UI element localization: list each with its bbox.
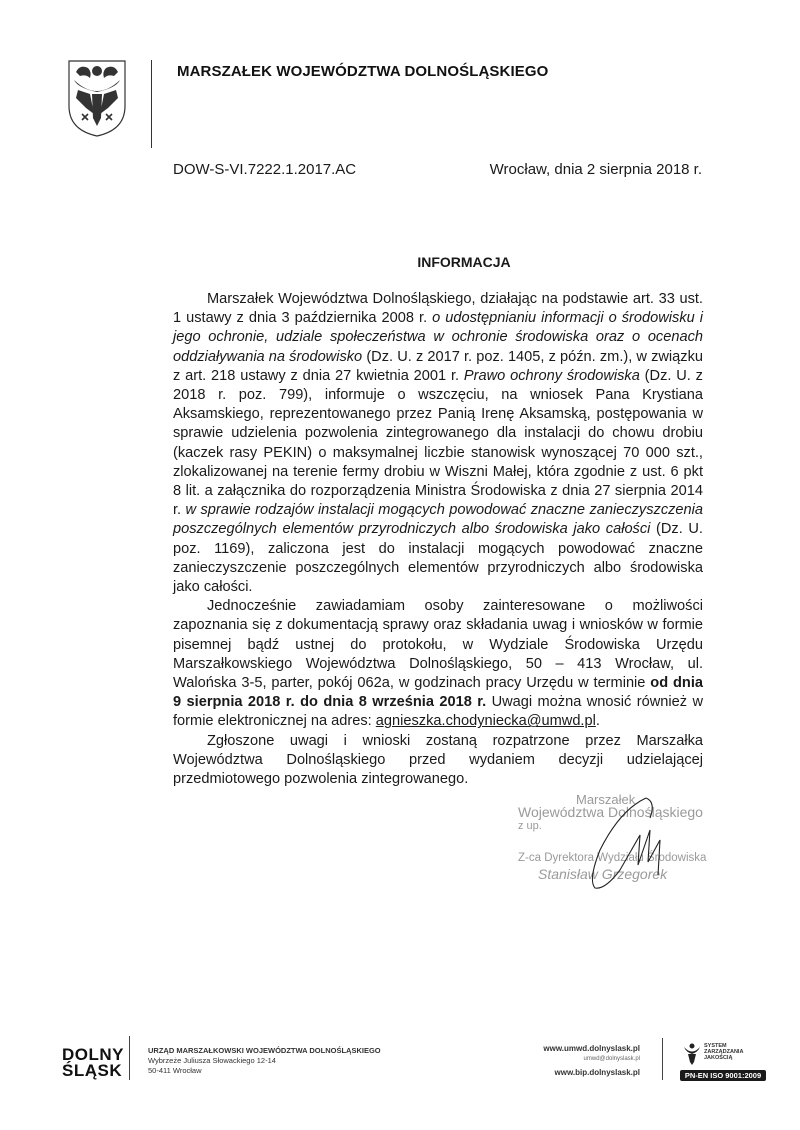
website-link[interactable]: www.umwd.dolnyslask.pl bbox=[543, 1044, 640, 1053]
document-title: INFORMACJA bbox=[417, 254, 511, 270]
stamp-line-4: Z-ca Dyrektora Wydziału Środowiska bbox=[518, 852, 707, 864]
office-address: URZĄD MARSZAŁKOWSKI WOJEWÓDZTWA DOLNOŚLĄSKIEGO Wybrzeże Juliusza Słowackiego 12-14 50-411 Wrocław bbox=[148, 1046, 381, 1075]
issuer-title: MARSZAŁEK WOJEWÓDZTWA DOLNOŚLĄSKIEGO bbox=[177, 63, 549, 80]
paragraph-3: Zgłoszone uwagi i wnioski zostaną rozpatrzone przez Marszałka Województwa Dolnośląskiego przed wydaniem decyzji udzielającej przedmiotowego pozwolenia zintegrowanego. bbox=[173, 732, 703, 788]
stamp-line-1: Marszałek bbox=[576, 792, 636, 807]
paragraph-2: Jednocześnie zawiadamiam osoby zainteresowane o możliwości zapoznania się z dokumentacją sprawy oraz składania uwag i wniosków w formie pisemnej bądź ustnej do protokołu, w Wydziale Środowiska Urzędu Marszałkowskiego Województwa Dolnośląskiego, 50 – 413 Wrocław, ul. Walońska 3-5, parter, pokój 062a, w godzinach pracy Urzędu w terminie od dnia 9 sierpnia 2018 r. do dnia 8 września 2018 r. Uwagi można wnosić również w formie elektronicznej na adres: agnieszka.chodyniecka@umwd.pl. bbox=[173, 598, 703, 730]
paragraph-1: Marszałek Województwa Dolnośląskiego, działając na podstawie art. 33 ust. 1 ustawy z dnia 3 października 2008 r. o udostępnianiu informacji o środowisku i jego ochronie, udziale społeczeństwa w ochronie środowiska oraz o ocenach oddziaływania na środowisko (Dz. U. z 2017 r. poz. 1405, z późn. zm.), w związku z art. 218 ustawy z dnia 27 kwietnia 2001 r. Prawo ochrony środowiska (Dz. U. z 2018 r. poz. 799), informuje o wszczęciu, na wniosek Pana Krystiana Aksamskiego, reprezentowanego przez Panią Irenę Aksamską, postępowania w sprawie udzielenia pozwolenia zintegrowanego dla instalacji do chowu drobiu (kaczek rasy PEKIN) o maksymalnej liczbie stanowisk wynoszącej 70 000 szt., zlokalizowanej na terenie fermy drobiu w Wiszni Małej, która zgodnie z ust. 6 pkt 8 lit. a załącznika do rozporządzenia Ministra Środowiska z dnia 27 sierpnia 2014 r. w sprawie rodzajów instalacji mogących powodować znaczne zanieczyszczenia poszczególnych elementów przyrodniczych albo środowiska jako całości (Dz. U. poz. 1169), zaliczona jest do instalacji mogących powodować znaczne zanieczyszczenie poszczególnych elementów przyrodniczych albo środowiska jako całości. bbox=[173, 291, 704, 596]
header-divider bbox=[151, 60, 152, 148]
bip-link[interactable]: www.bip.dolnyslask.pl bbox=[554, 1068, 640, 1077]
iso-badge: PN-EN ISO 9001:2009 bbox=[680, 1070, 766, 1081]
stamp-line-5: Stanisław Grzegorek bbox=[538, 866, 668, 882]
iso-certification: SYSTEM ZARZĄDZANIA JAKOŚCIĄ PN-EN ISO 9001:2009 bbox=[680, 1042, 768, 1082]
signature-stamp bbox=[510, 790, 740, 890]
handwritten-signature bbox=[510, 790, 740, 890]
dolny-slask-logo: DOLNY ŚLĄSK bbox=[62, 1045, 124, 1080]
document-body bbox=[173, 290, 703, 789]
footer-links bbox=[543, 1043, 640, 1078]
deadline-period: od dnia 9 sierpnia 2018 r. do dnia 8 września 2018 r. bbox=[173, 675, 703, 711]
place-date: Wrocław, dnia 2 sierpnia 2018 r. bbox=[489, 161, 702, 178]
stamp-line-3: z up. bbox=[518, 820, 542, 832]
footer-divider-right bbox=[662, 1038, 663, 1080]
eagle-icon bbox=[682, 1042, 702, 1066]
stamp-line-2: Województwa Dolnośląskiego bbox=[518, 804, 703, 820]
reference-number: DOW-S-VI.7222.1.2017.AC bbox=[173, 161, 357, 178]
coat-of-arms-icon bbox=[66, 58, 128, 138]
footer-divider bbox=[129, 1036, 130, 1080]
email-link[interactable]: agnieszka.chodyniecka@umwd.pl bbox=[375, 713, 596, 730]
email-address[interactable]: umwd@dolnyslask.pl bbox=[583, 1056, 640, 1062]
